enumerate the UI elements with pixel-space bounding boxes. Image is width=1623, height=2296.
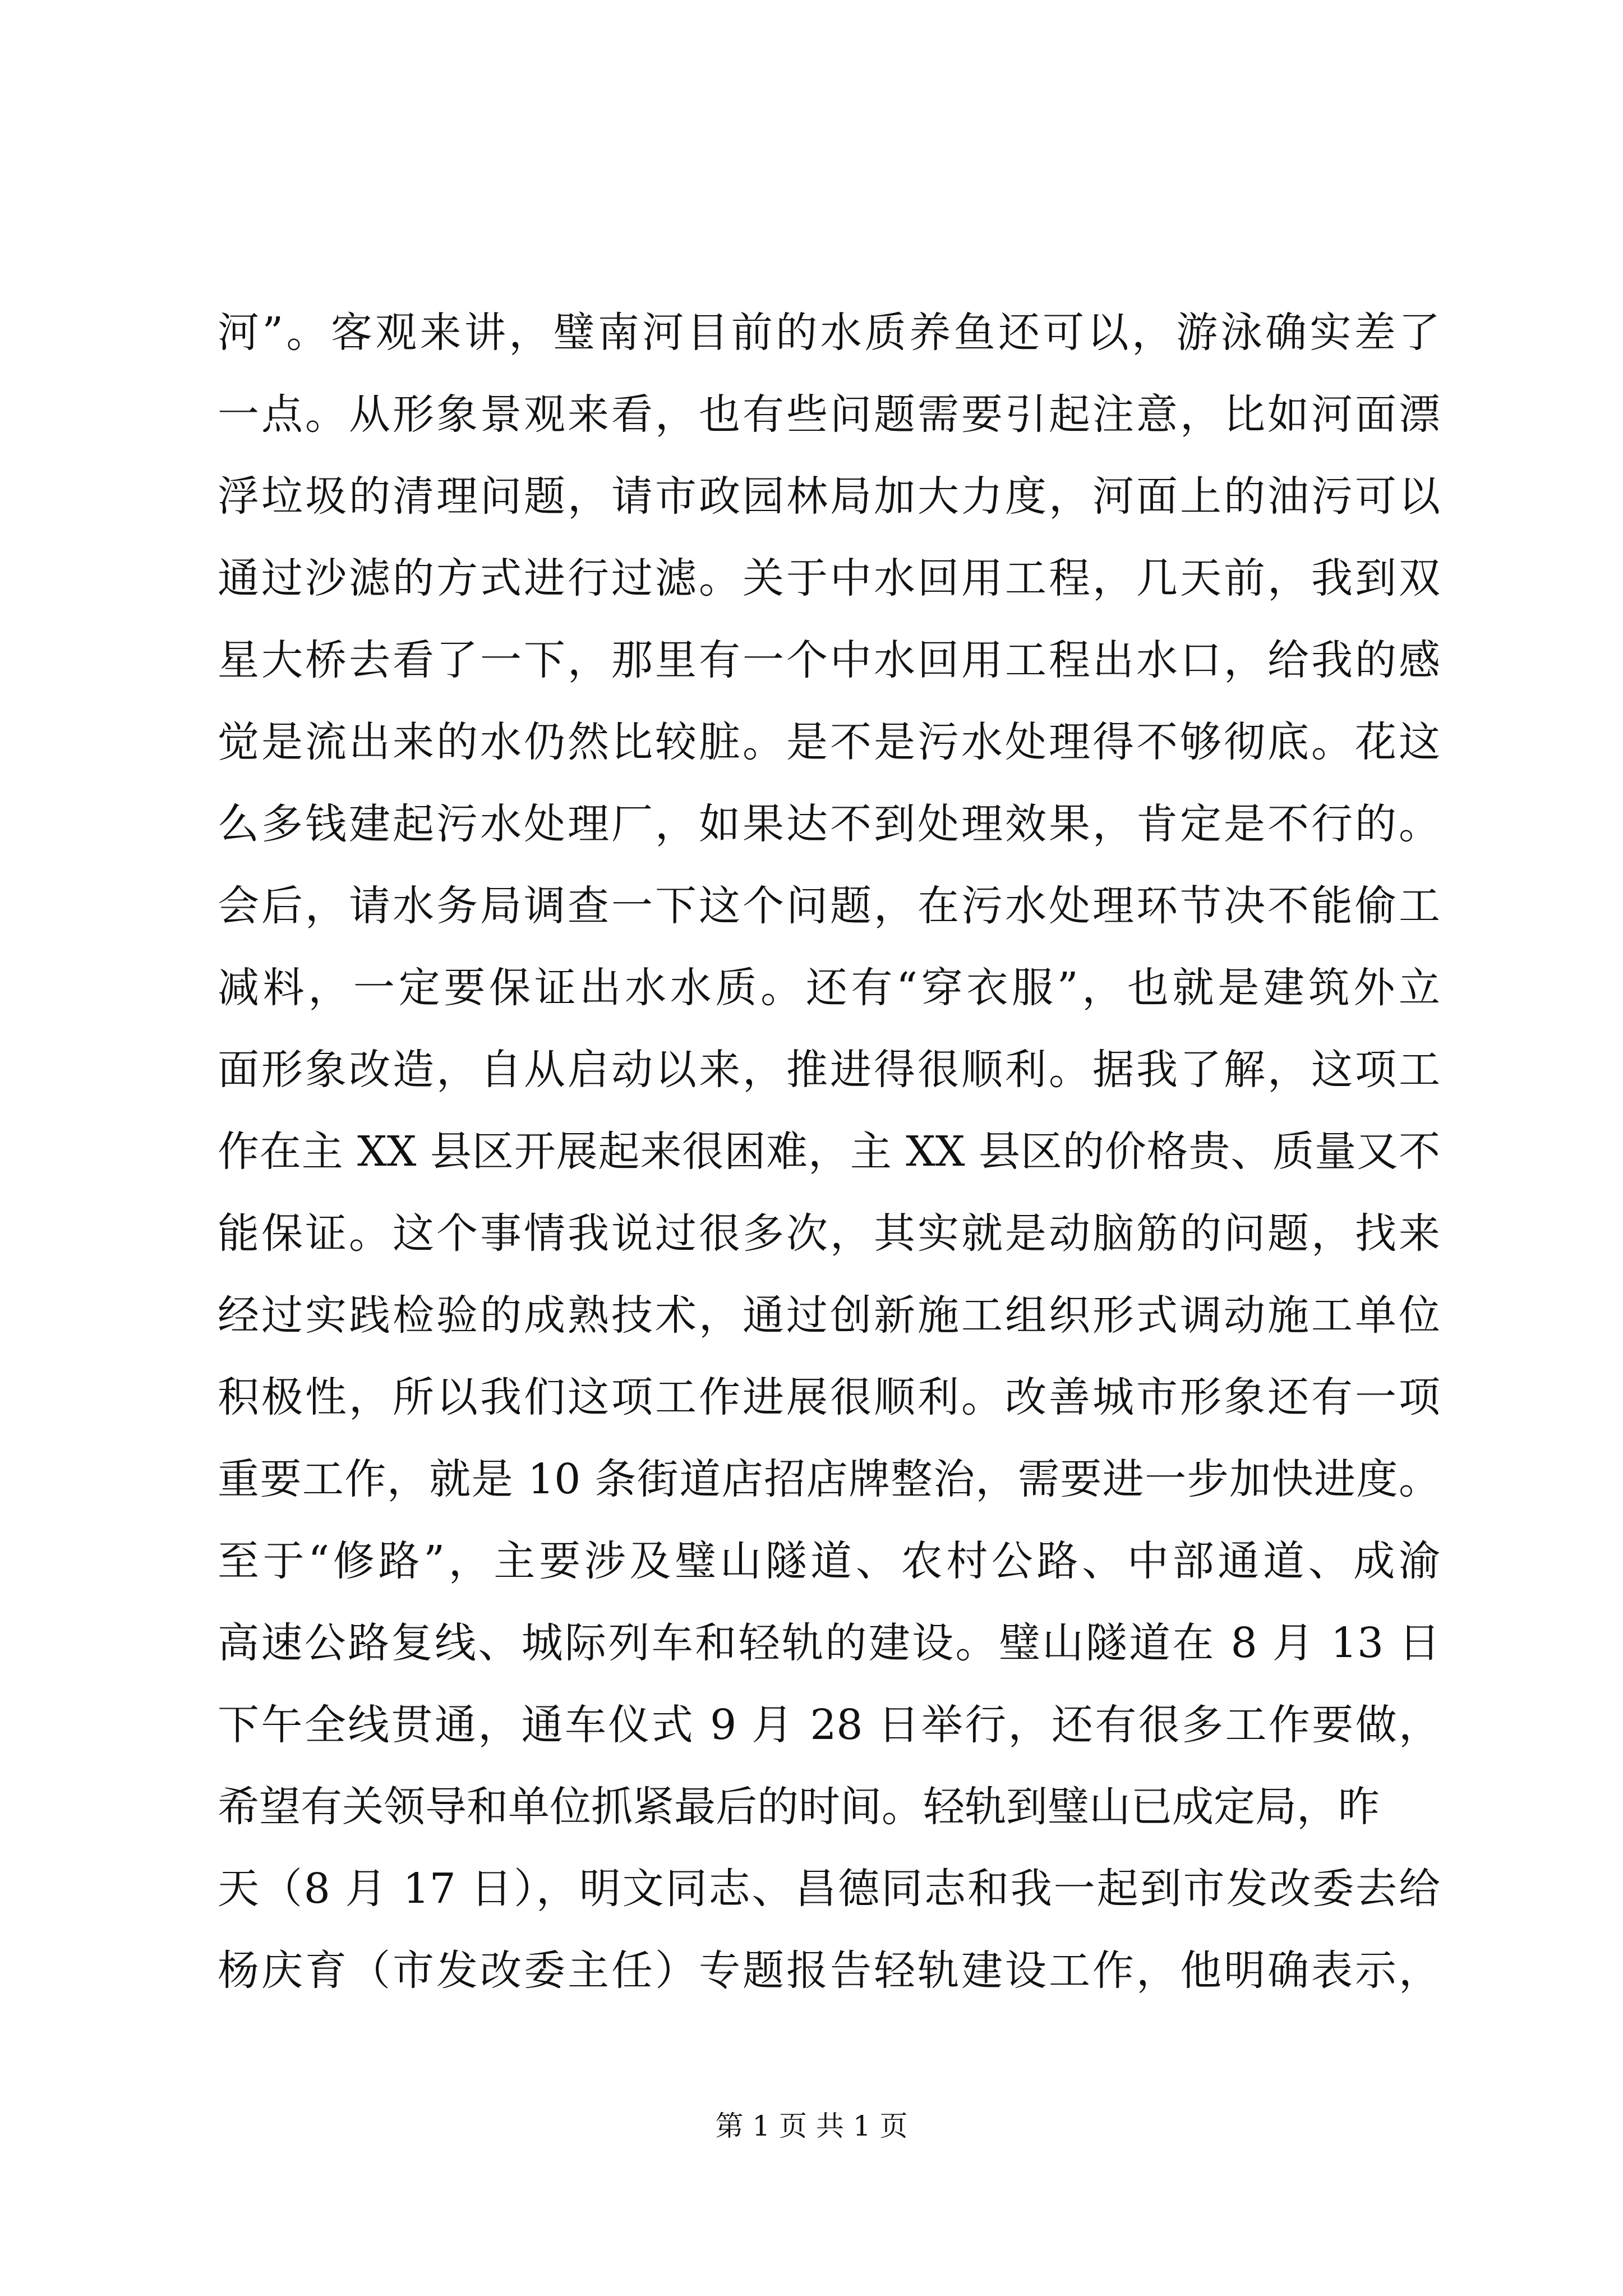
text-line: 觉是流出来的水仍然比较脏。是不是污水处理得不够彻底。花这 [218, 718, 1440, 766]
text-line: 河”。客观来讲，璧南河目前的水质养鱼还可以，游泳确实差了 [218, 309, 1440, 357]
text-line: 杨庆育（市发改委主任）专题报告轻轨建设工作，他明确表示， [218, 1947, 1440, 1995]
text-line: 经过实践检验的成熟技术，通过创新施工组织形式调动施工单位 [218, 1291, 1440, 1340]
text-line: 能保证。这个事情我说过很多次，其实就是动脑筋的问题，找来 [218, 1209, 1440, 1258]
page-number-footer: 第 1 页 共 1 页 [715, 2110, 908, 2142]
text-line: 面形象改造，自从启动以来，推进得很顺利。据我了解，这项工 [218, 1046, 1440, 1094]
text-line: 至于“修路”，主要涉及璧山隧道、农村公路、中部通道、成渝 [218, 1537, 1440, 1585]
text-line: 重要工作，就是 10 条街道店招店牌整治，需要进一步加快进度。 [218, 1455, 1440, 1503]
text-line: 浮垃圾的清理问题，请市政园林局加大力度，河面上的油污可以 [218, 472, 1440, 521]
text-line: 作在主 XX 县区开展起来很困难，主 XX 县区的价格贵、质量又不 [218, 1128, 1440, 1176]
text-line: 积极性，所以我们这项工作进展很顺利。改善城市形象还有一项 [218, 1373, 1440, 1421]
text-line: 减料，一定要保证出水水质。还有“穿衣服”，也就是建筑外立 [218, 964, 1440, 1012]
text-line: 通过沙滤的方式进行过滤。关于中水回用工程，几天前，我到双 [218, 554, 1440, 602]
text-line: 一点。从形象景观来看，也有些问题需要引起注意，比如河面漂 [218, 390, 1440, 439]
text-line: 星大桥去看了一下，那里有一个中水回用工程出水口，给我的感 [218, 636, 1440, 684]
text-line: 天（8 月 17 日），明文同志、昌德同志和我一起到市发改委去给 [218, 1865, 1440, 1913]
text-line: 下午全线贯通，通车仪式 9 月 28 日举行，还有很多工作要做， [218, 1701, 1440, 1749]
text-line: 高速公路复线、城际列车和轻轨的建设。璧山隧道在 8 月 13 日 [218, 1619, 1440, 1667]
text-line: 希望有关领导和单位抓紧最后的时间。轻轨到璧山已成定局，昨 [218, 1783, 1380, 1831]
document-body [218, 292, 1440, 2012]
text-line: 么多钱建起污水处理厂，如果达不到处理效果，肯定是不行的。 [218, 800, 1440, 848]
text-line: 会后，请水务局调查一下这个问题，在污水处理环节决不能偷工 [218, 882, 1440, 930]
